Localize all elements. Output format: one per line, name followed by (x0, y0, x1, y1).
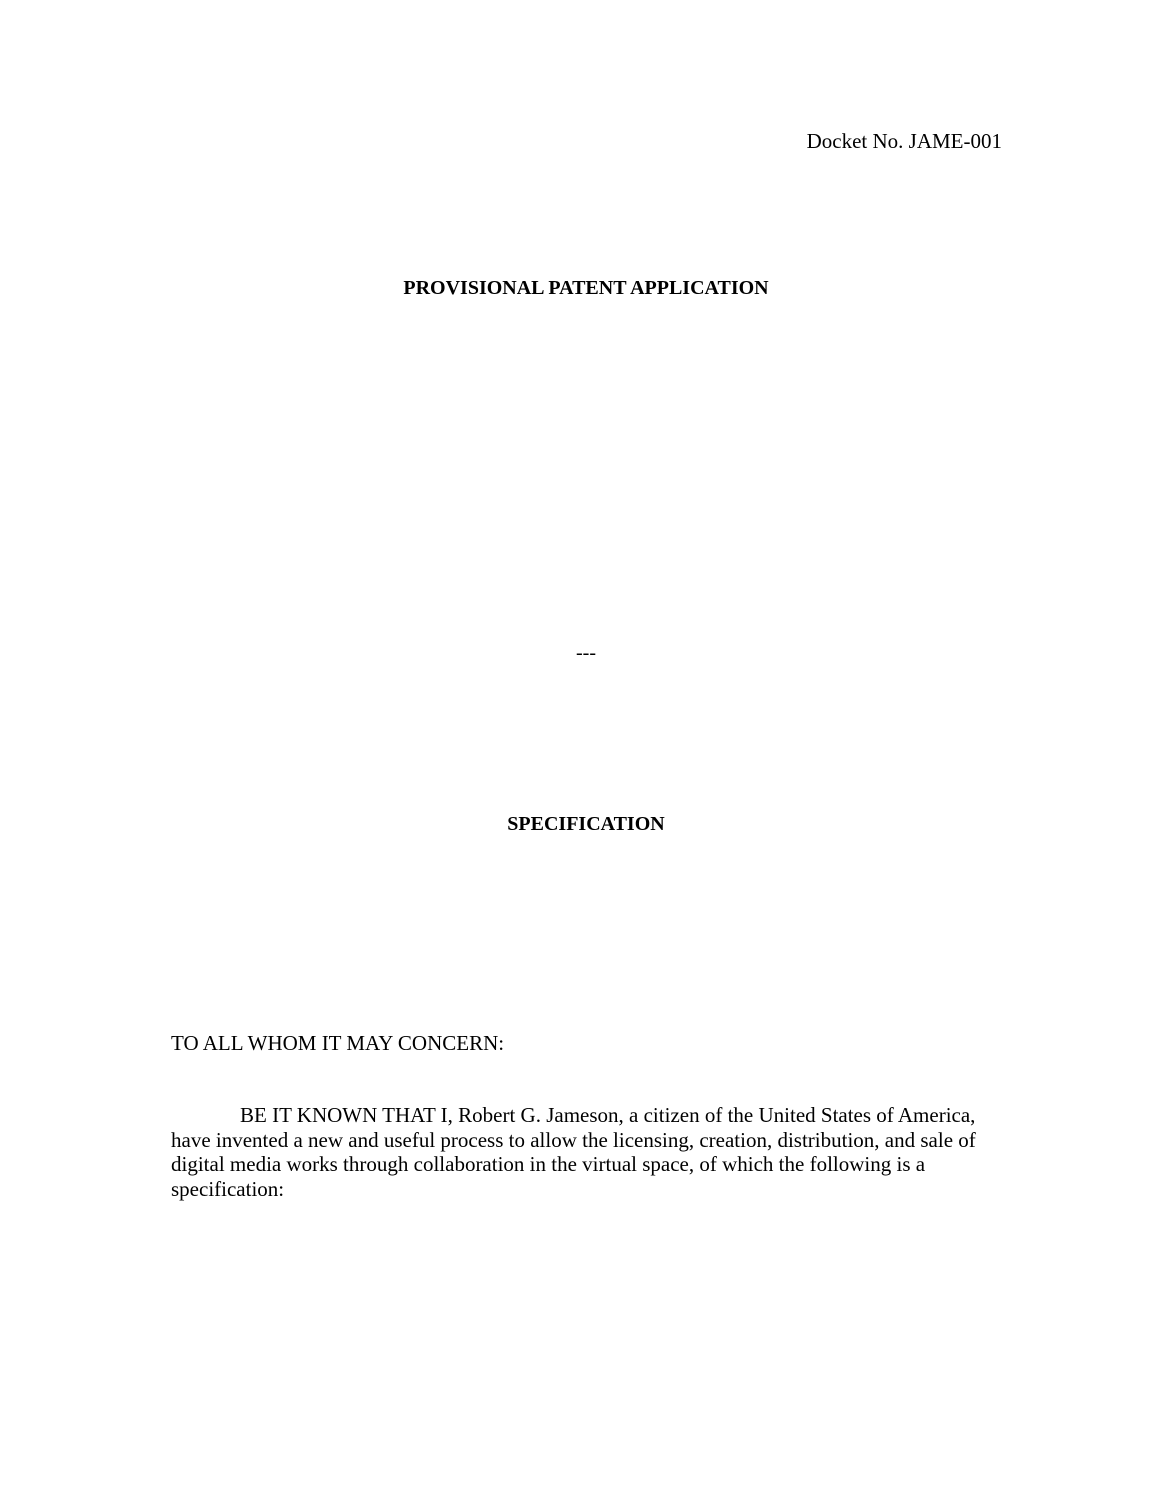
salutation: TO ALL WHOM IT MAY CONCERN: (171, 1031, 505, 1055)
section-separator: --- (576, 642, 596, 664)
section-heading: SPECIFICATION (507, 813, 665, 835)
body-paragraph: BE IT KNOWN THAT I, Robert G. Jameson, a citizen of the United States of America, have invented a new and useful process to allow the licensing, creation, distribution, and sale of digital media works through collaboration in the virtual space, of which the following is a specification: (171, 1103, 976, 1201)
document-title: PROVISIONAL PATENT APPLICATION (403, 277, 769, 299)
docket-number: Docket No. JAME-001 (806, 129, 1002, 153)
